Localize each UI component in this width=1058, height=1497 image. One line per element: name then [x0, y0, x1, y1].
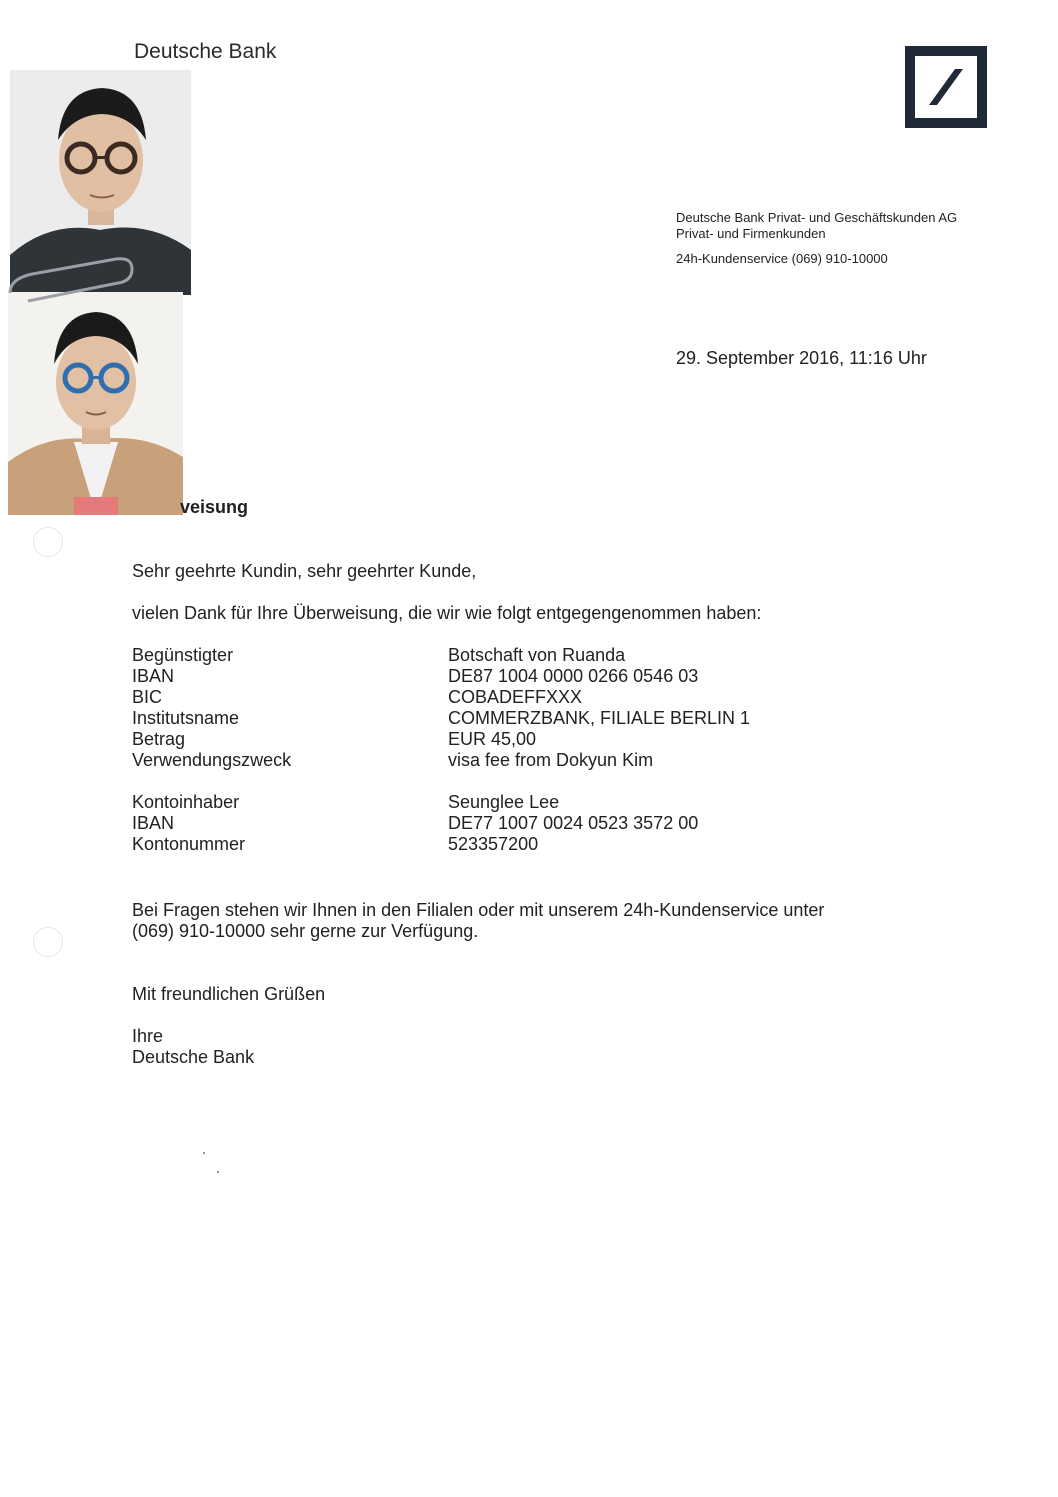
detail-row-iban: [132, 666, 892, 687]
detail-row-purpose: [132, 750, 892, 771]
sender-company: Deutsche Bank Privat- und Geschäftskunden AG: [676, 210, 958, 225]
slash-logo-icon: [915, 56, 977, 118]
sender-division: Privat- und Firmenkunden: [676, 226, 826, 241]
detail-row-amount: [132, 729, 892, 750]
sender-block: [676, 210, 957, 242]
detail-row-bic: [132, 687, 892, 708]
detail-value: visa fee from Dokyun Kim: [448, 750, 654, 770]
signature-line: Ihre: [132, 1026, 164, 1046]
detail-label: IBAN: [132, 813, 175, 833]
signature-block: [132, 1026, 254, 1068]
detail-label: Institutsname: [132, 708, 240, 728]
passport-photos: [8, 70, 193, 520]
signature-line: Deutsche Bank: [132, 1047, 255, 1067]
punch-hole-marker: [33, 927, 63, 957]
detail-value: 523357200: [448, 834, 539, 854]
detail-row-account-holder: [132, 792, 892, 813]
detail-value: DE77 1007 0024 0523 3572 00: [448, 813, 699, 833]
transfer-details: [132, 645, 892, 855]
salutation: Sehr geehrte Kundin, sehr geehrter Kunde,: [132, 561, 477, 581]
detail-row-account-iban: [132, 813, 892, 834]
detail-row-account-number: [132, 834, 892, 855]
letter-datetime: 29. September 2016, 11:16 Uhr: [676, 348, 927, 368]
punch-hole-marker: [33, 527, 63, 557]
detail-row-institution: [132, 708, 892, 729]
closing-question-line: (069) 910-10000 sehr gerne zur Verfügung.: [132, 921, 479, 941]
scan-speck: [217, 1171, 219, 1173]
scan-speck: [203, 1152, 205, 1154]
paper-clip-icon: [8, 255, 138, 315]
deutsche-bank-logo: [905, 46, 987, 128]
detail-value: COMMERZBANK, FILIALE BERLIN 1: [448, 708, 751, 728]
intro-text: vielen Dank für Ihre Überweisung, die wir wie folgt entgegengenommen haben:: [132, 603, 762, 623]
regards: Mit freundlichen Grüßen: [132, 984, 326, 1004]
bank-name: Deutsche Bank: [134, 40, 277, 63]
detail-value: Botschaft von Ruanda: [448, 645, 626, 665]
detail-value: COBADEFFXXX: [448, 687, 583, 707]
detail-value: DE87 1004 0000 0266 0546 03: [448, 666, 699, 686]
detail-label: Verwendungszweck: [132, 750, 292, 770]
closing-question-line: Bei Fragen stehen wir Ihnen in den Filialen oder mit unserem 24h-Kundenservice unter: [132, 900, 825, 920]
detail-value: EUR 45,00: [448, 729, 537, 749]
heading-fragment: veisung: [180, 497, 249, 517]
detail-row-beneficiary: [132, 645, 892, 666]
service-hotline: 24h-Kundenservice (069) 910-10000: [676, 251, 888, 266]
detail-label: BIC: [132, 687, 163, 707]
detail-value: Seunglee Lee: [448, 792, 560, 812]
detail-label: Begünstigter: [132, 645, 234, 665]
detail-label: Kontonummer: [132, 834, 246, 854]
detail-label: Betrag: [132, 729, 186, 749]
closing-question: [132, 900, 892, 942]
detail-label: Kontoinhaber: [132, 792, 240, 812]
detail-label: IBAN: [132, 666, 175, 686]
passport-photo-2: [8, 292, 183, 515]
